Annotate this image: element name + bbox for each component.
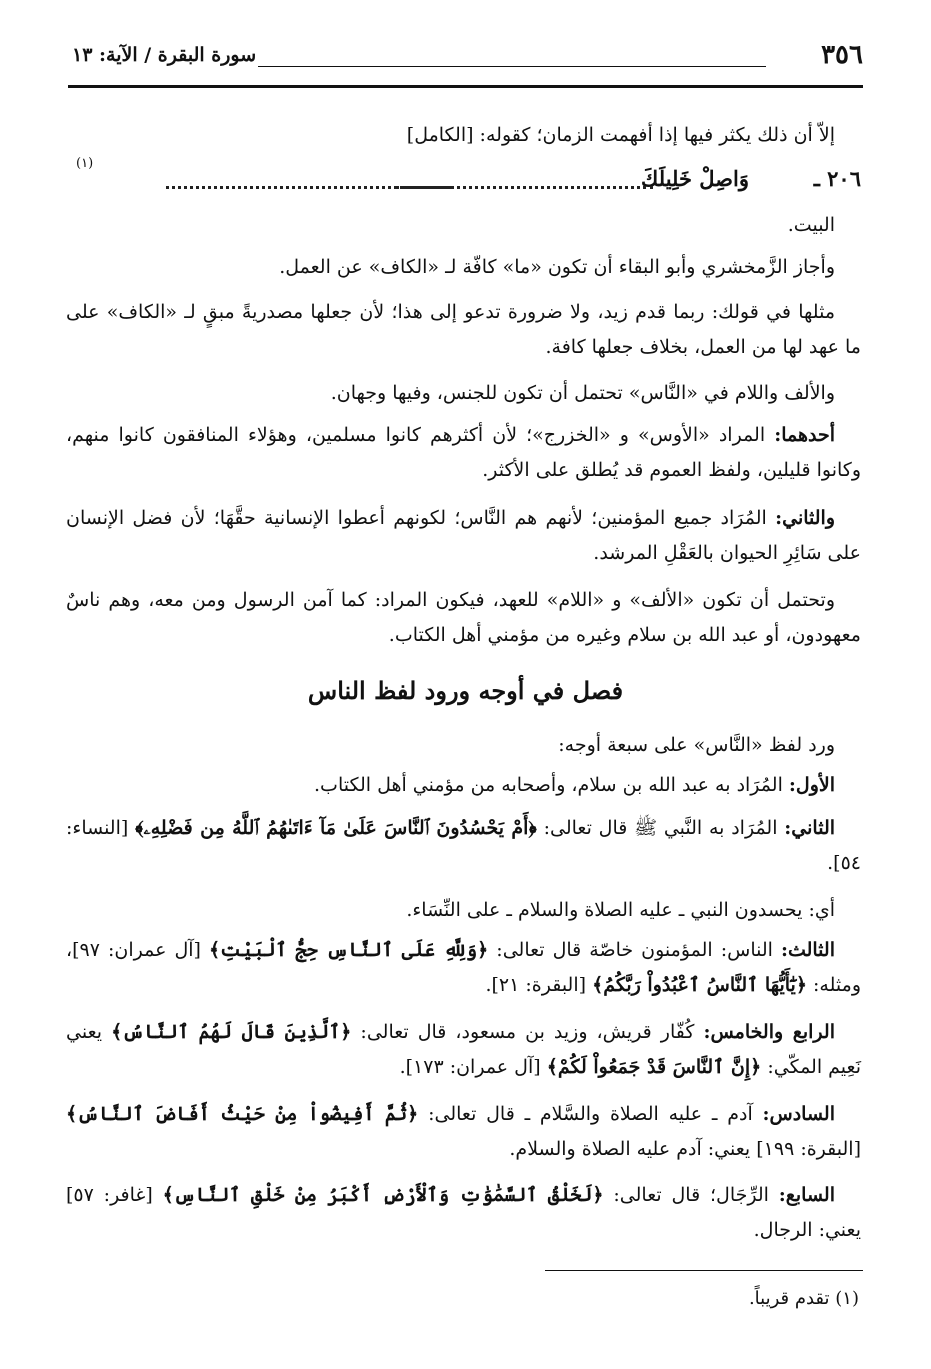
page-number: ٣٥٦	[821, 40, 863, 70]
poetry-verse-line	[66, 156, 861, 202]
quran-verse: ﴿وَلِلَّهِ عَلَى ٱلنَّاسِ حِجُّ ٱلْبَيْتِ﴾	[208, 939, 489, 961]
paragraph-6	[66, 418, 861, 488]
quran-verse: ﴿إِنَّ ٱلنَّاسَ قَدْ جَمَعُواْ لَكُمْ﴾	[546, 1056, 762, 1078]
meaning-1-text: المُرَاد به عبد الله بن سلام، وأصحابه من مؤمني أهل الكتاب.	[314, 774, 789, 796]
paragraph-8: وتحتمل أن تكون «الألف» و «اللام» للعهد، فيكون المراد: كما آمن الرسول ومن معه، وهم ناسٌ معهودون، أو عبد الله بن سلام وغيره من مؤمني أهل الكتاب.	[66, 589, 861, 646]
meaning-4-5-mid: يعني نَعِيم المكّي:	[66, 1021, 861, 1078]
meaning-3	[66, 933, 861, 1003]
section-heading: فصل في أوجه ورود لفظ الناس	[307, 676, 624, 705]
header-divider	[68, 85, 863, 88]
paragraph-5: والألف واللام في «النَّاس» تحتمل أن تكون للجنس، وفيها وجهان.	[330, 382, 835, 404]
quran-verse: ﴿ثُمَّ أَفِيضُواْ مِنْ حَيْثُ أَفَاضَ ٱلنَّاسُ﴾	[66, 1103, 419, 1125]
meaning-4-5-label: الرابع والخامس:	[703, 1021, 835, 1043]
quran-reference: [النساء: ٥٤].	[66, 817, 861, 874]
meaning-4-5-text: كُفّار قريش، وزيد بن مسعود، قال تعالى:	[351, 1021, 704, 1043]
verse-dots-left	[166, 186, 451, 189]
meaning-1	[66, 768, 861, 803]
quran-reference: [آل عمران: ٩٧]، ومثله:	[66, 939, 861, 996]
quran-verse: ﴿ٱلَّذِينَ قَالَ لَهُمُ ٱلنَّاسُ﴾	[111, 1021, 352, 1043]
meaning-7-text: الرِّجَال؛ قال تعالى:	[603, 1184, 779, 1206]
meaning-1-label: الأول:	[788, 774, 835, 796]
paragraph-7-label: والثاني:	[775, 507, 835, 529]
paragraph-2: البيت.	[787, 214, 835, 236]
meaning-6	[66, 1097, 861, 1167]
header-rule	[258, 66, 766, 67]
quran-reference: [غافر: ٥٧] يعني: الرجال.	[66, 1184, 861, 1241]
verse-number: ٢٠٦ ـ	[813, 166, 861, 191]
meaning-4-5	[66, 1015, 861, 1085]
meaning-6-text: آدم ـ عليه الصلاة والسَّلام ـ قال تعالى:	[418, 1103, 763, 1125]
meaning-6-label: السادس:	[762, 1103, 835, 1125]
quran-reference: [البقرة: ٢١].	[485, 974, 593, 996]
quran-verse: ﴿لَخَلْقُ ٱلسَّمَٰوَٰتِ وَٱلْأَرْضِ أَكْبَرُ مِنْ خَلْقِ ٱلنَّاسِ﴾	[162, 1184, 604, 1206]
meaning-7	[66, 1178, 861, 1248]
meaning-2-label: الثاني:	[784, 817, 836, 839]
quran-verse: ﴿يَٰٓأَيُّهَا ٱلنَّاسُ ٱعْبُدُواْ رَبَّكُمُ﴾	[592, 974, 807, 996]
verse-text: وَاصِلْ خَلِيلَكَ	[641, 166, 749, 191]
paragraph-1: إلاّ أن ذلك يكثر فيها إذا أفهمت الزمان؛ كقوله: [الكامل]	[406, 124, 835, 146]
paragraph-6-label: أحدهما:	[774, 424, 835, 446]
quran-verse: ﴿أَمْ يَحْسُدُونَ ٱلنَّاسَ عَلَىٰ مَآ ءَاتَىٰهُمُ ٱللَّهُ مِن فَضْلِهِۦ﴾	[135, 817, 537, 839]
paragraph-7	[66, 501, 861, 571]
meaning-2-text: المُرَاد به النَّبي ﷺ قال تعالى:	[536, 817, 785, 839]
meaning-2-note: أي: يحسدون النبي ـ عليه الصلاة والسلام ـ على النِّسَاء.	[406, 899, 835, 921]
footnote-marker: (١)	[76, 156, 94, 171]
quran-reference: [البقرة: ١٩٩] يعني: آدم عليه الصلاة والسلام.	[509, 1138, 861, 1160]
paragraph-7-text: المُرَاد جميع المؤمنين؛ لأنهم هم النَّاس؛ لكونهم أعطوا الإنسانية حقَّهَا؛ لأن فضل الإنسان على سَائِرِ الحيوان بالعَقْلِ المرشد.	[66, 507, 861, 564]
quran-reference: [آل عمران: ١٧٣].	[399, 1056, 547, 1078]
meaning-3-text: الناس: المؤمنون خاصّة قال تعالى:	[488, 939, 781, 961]
meaning-2	[66, 811, 861, 881]
meaning-7-label: السابع:	[778, 1184, 835, 1206]
footnote-rule	[545, 1270, 863, 1271]
paragraph-4: مثلها في قولك: ربما قدم زيد، ولا ضرورة تدعو إلى هذا؛ لأن جعلها مصدريةً مبقٍ لـ «الكاف» على ما عهد لها من العمل، بخلاف جعلها كافة.	[66, 301, 861, 358]
footnote: (١) تقدم قريباً.	[748, 1288, 859, 1309]
meaning-3-label: الثالث:	[780, 939, 835, 961]
paragraph-6-text: المراد «الأوس» و «الخزرج»؛ لأن أكثرهم كانوا مسلمين، وهؤلاء المنافقون كانوا منهم، وكانوا قليلين، ولفظ العموم قد يُطلق على الأكثر.	[66, 424, 861, 481]
section-intro: ورد لفظ «النَّاس» على سبعة أوجه:	[558, 734, 835, 756]
surah-ayah-label: سورة البقرة / الآية: ١٣	[72, 44, 257, 66]
paragraph-3: وأجاز الزَّمخشري وأبو البقاء أن تكون «ما» كافّة لـ «الكاف» عن العمل.	[279, 256, 835, 278]
